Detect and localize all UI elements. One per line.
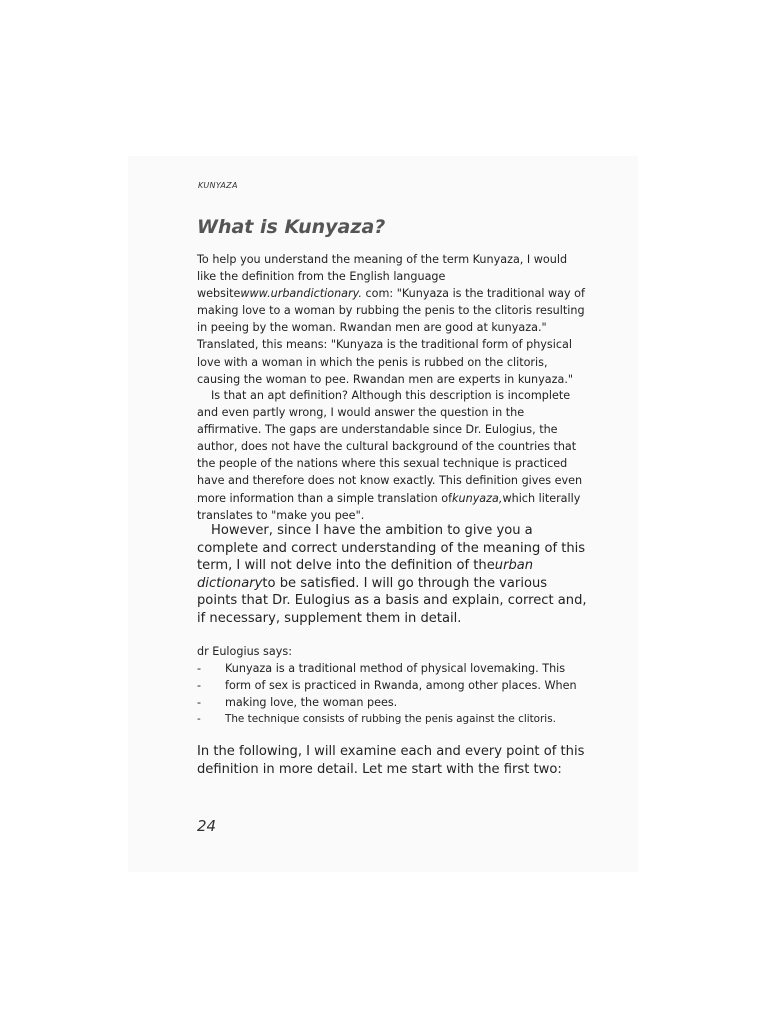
term-urban-dictionary: urban dictionary (197, 558, 534, 591)
paragraph-definition-text-2: com: "Kunyaza is the traditional way of making love to a woman by rubbing the penis to the clitoris resulting in peeing by the woman. Rwandan men are good at kunyaza." Translated, this means: "Kunyaza is the traditional form of physical love with a woman in which the penis is rubbed on the clitoris, causing the woman to pee. Rwandan men are experts in kunyaza." (197, 287, 585, 386)
list-item-text: form of sex is practiced in Rwanda, among other places. When (225, 679, 577, 692)
paragraph-ambition-text-1: However, since I have the ambition to give you a complete and correct understanding of the meaning of this term, I will not delve into the definition of the (197, 523, 586, 573)
paragraph-definition-text-1: To help you understand the meaning of the term Kunyaza, I would like the definition from the English language website (197, 253, 568, 301)
paragraph-definition (197, 251, 589, 388)
paragraph-assessment (197, 387, 589, 524)
term-kunyaza: kunyaza, (452, 491, 503, 505)
list-marker: - (197, 662, 202, 675)
website-reference: www.urbandictionary. (240, 287, 362, 301)
book-page (128, 156, 638, 872)
list-marker: - (197, 679, 202, 692)
paragraph-conclusion: In the following, I will examine each and every point of this definition in more detail. Let me start with the first two: (197, 744, 585, 777)
list-item (197, 660, 589, 677)
list-item-text: Kunyaza is a traditional method of physical lovemaking. This (225, 662, 566, 675)
list-item-text: The technique consists of rubbing the penis against the clitoris. (225, 713, 556, 725)
page-number: 24 (197, 817, 217, 835)
list-marker: - (197, 713, 201, 725)
paragraph-assessment-text-1: Is that an apt definition? Although this description is incomplete and even partly wrong, I would answer the question in the affirmative. The gaps are understandable since Dr. Eulogius, the author, does not have the cultural background of the countries that the people of the nations where this sexual technique is practiced have and therefore does not know exactly. This definition gives even more information than a simple translation of (197, 389, 583, 505)
list-item-text: making love, the woman pees. (225, 696, 398, 709)
list-marker: - (197, 696, 202, 709)
list-item (197, 694, 589, 711)
list-item (197, 677, 589, 694)
paragraph-ambition-text-2: to be satisfied. I will go through the various points that Dr. Eulogius as a basis and explain, correct and, if necessary, supplement them in detail. (197, 575, 587, 626)
paragraph-ambition (197, 522, 589, 627)
paragraph-assessment-text-2: which literally translates to "make you pee". (197, 491, 581, 522)
chapter-title: What is Kunyaza? (197, 216, 386, 238)
running-head: KUNYAZA (198, 181, 238, 190)
list-item (197, 711, 589, 728)
list-intro: dr Eulogius says: (197, 645, 292, 658)
